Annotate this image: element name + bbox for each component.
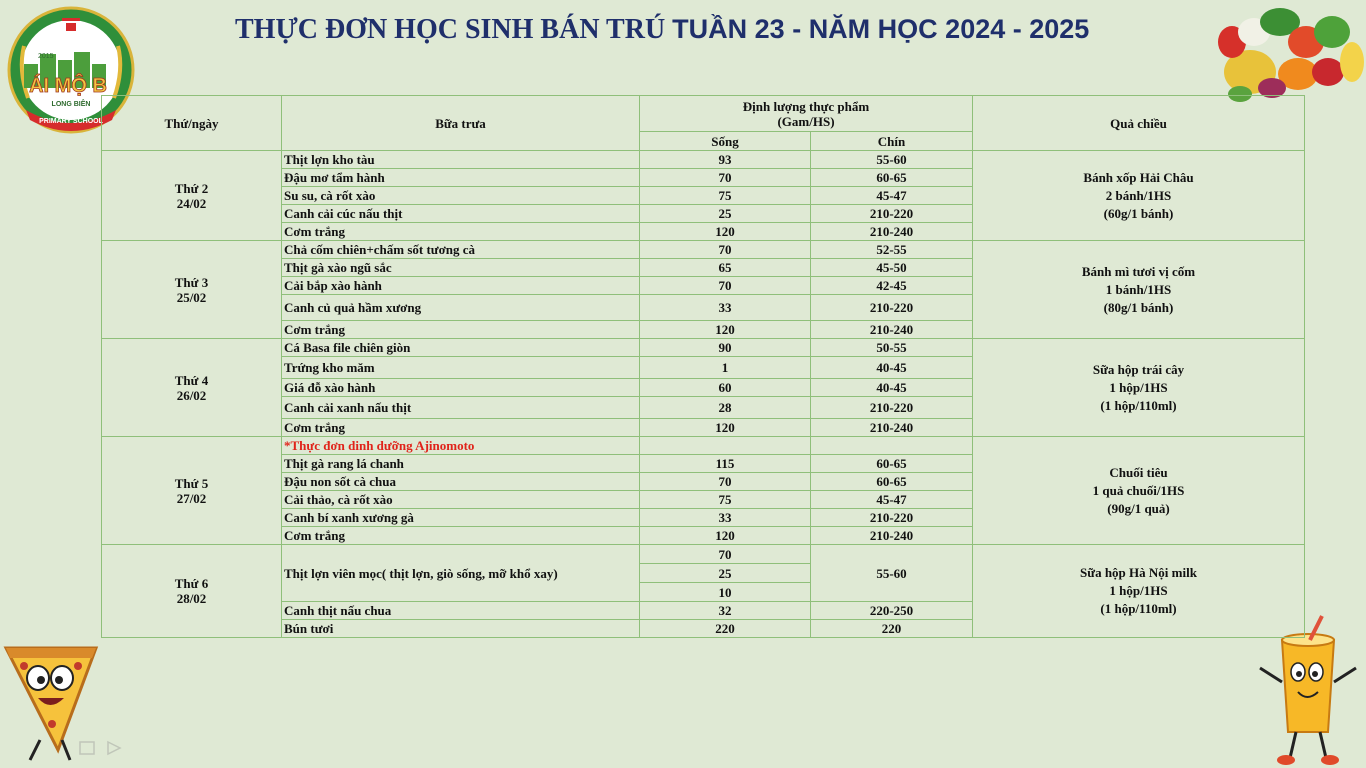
dish-name: Cá Basa file chiên giòn	[282, 339, 640, 357]
cooked-amount: 210-220	[811, 205, 973, 223]
snack-weight: (1 hộp/110ml)	[1100, 601, 1177, 616]
raw-amount	[640, 437, 811, 455]
cooked-amount: 55-60	[811, 151, 973, 169]
header-lunch: Bữa trưa	[282, 96, 640, 151]
day-name: Thứ 4	[174, 372, 209, 388]
snack-name: Sữa hộp trái cây	[1092, 361, 1185, 377]
cooked-amount: 210-240	[811, 419, 973, 437]
snack-portion: 2 bánh/1HS	[1105, 187, 1172, 203]
cooked-amount: 52-55	[811, 241, 973, 259]
dish-name: Canh củ quả hầm xương	[282, 295, 640, 321]
raw-amount: 33	[640, 295, 811, 321]
header-cooked: Chín	[811, 132, 973, 151]
dish-name: Thịt lợn kho tàu	[282, 151, 640, 169]
afternoon-snack-cell	[973, 339, 1305, 437]
cooked-amount: 60-65	[811, 169, 973, 187]
dish-name: Canh thịt nấu chua	[282, 602, 640, 620]
snack-weight: (60g/1 bánh)	[1103, 205, 1174, 221]
menu-table	[101, 95, 1305, 638]
header-raw: Sống	[640, 132, 811, 151]
snack-portion: 1 bánh/1HS	[1105, 281, 1172, 297]
day-name: Thứ 6	[174, 576, 209, 591]
day-cell	[102, 151, 282, 241]
slide-nav-arrows-icon[interactable]	[78, 738, 128, 758]
day-name: Thứ 3	[174, 274, 209, 290]
header-afternoon: Quả chiều	[973, 96, 1305, 151]
dish-name: Cơm trắng	[282, 321, 640, 339]
snack-portion: 1 hộp/1HS	[1109, 379, 1168, 395]
dish-name: Bún tươi	[282, 620, 640, 638]
day-name: Thứ 5	[174, 475, 209, 491]
raw-amount: 28	[640, 397, 811, 419]
afternoon-snack-cell	[973, 437, 1305, 545]
cooked-amount: 40-45	[811, 357, 973, 379]
header-quantity: Định lượng thực phẩm (Gam/HS)	[640, 96, 973, 132]
raw-amount: 75	[640, 187, 811, 205]
dish-name: Canh cải cúc nấu thịt	[282, 205, 640, 223]
raw-amount: 70	[640, 277, 811, 295]
day-date: 24/02	[176, 195, 207, 211]
raw-amount: 90	[640, 339, 811, 357]
dish-name: Đậu mơ tẩm hành	[282, 169, 640, 187]
raw-amount: 10	[640, 583, 811, 602]
cooked-amount: 210-240	[811, 223, 973, 241]
afternoon-snack-cell	[973, 241, 1305, 339]
dish-name: Canh cải xanh nấu thịt	[282, 397, 640, 419]
raw-amount: 60	[640, 379, 811, 397]
dish-name: Su su, cà rốt xào	[282, 187, 640, 205]
raw-amount: 115	[640, 455, 811, 473]
dish-name: Cơm trắng	[282, 223, 640, 241]
cooked-amount: 45-47	[811, 187, 973, 205]
cooked-amount: 210-220	[811, 509, 973, 527]
raw-amount: 32	[640, 602, 811, 620]
raw-amount: 65	[640, 259, 811, 277]
dish-name: Giá đỗ xào hành	[282, 379, 640, 397]
logo-district: LONG BIÊN	[51, 101, 91, 108]
day-cell	[102, 241, 282, 339]
raw-amount: 33	[640, 509, 811, 527]
cooked-amount: 210-240	[811, 527, 973, 545]
dish-name: Trứng kho măm	[282, 357, 640, 379]
day-date: 26/02	[176, 387, 207, 403]
page-title	[235, 14, 1089, 46]
raw-amount: 70	[640, 169, 811, 187]
cooked-amount: 210-220	[811, 397, 973, 419]
cooked-amount: 220-250	[811, 602, 973, 620]
day-cell	[102, 545, 282, 638]
raw-amount: 220	[640, 620, 811, 638]
menu-note: *Thực đơn dinh dưỡng Ajinomoto	[282, 437, 640, 455]
snack-name: Sữa hộp Hà Nội milk	[1080, 565, 1197, 580]
dish-name: Canh bí xanh xương gà	[282, 509, 640, 527]
dish-name: Cơm trắng	[282, 419, 640, 437]
day-cell	[102, 339, 282, 437]
dish-name: Thịt gà xào ngũ sắc	[282, 259, 640, 277]
cooked-amount: 45-50	[811, 259, 973, 277]
snack-name: Chuối tiêu	[1109, 464, 1168, 480]
cooked-amount: 40-45	[811, 379, 973, 397]
cooked-amount: 220	[811, 620, 973, 638]
raw-amount: 120	[640, 321, 811, 339]
table-row	[102, 545, 1305, 564]
dish-name: Thịt lợn viên mọc( thịt lợn, giò sống, mỡ khổ xay)	[282, 545, 640, 602]
raw-amount: 70	[640, 473, 811, 491]
table-row	[102, 437, 1305, 455]
snack-portion: 1 quả chuối/1HS	[1092, 482, 1185, 498]
title-part-2: TUẦN 23 - NĂM HỌC 2024 - 2025	[672, 14, 1090, 44]
cooked-amount: 55-60	[811, 545, 973, 602]
dish-name: Thịt gà rang lá chanh	[282, 455, 640, 473]
afternoon-snack-cell	[973, 151, 1305, 241]
logo-school-name: ÁI MỘ B	[29, 75, 107, 97]
logo-year: 2015	[38, 53, 54, 60]
day-date: 27/02	[176, 490, 207, 506]
cooked-amount: 42-45	[811, 277, 973, 295]
snack-weight: (80g/1 bánh)	[1103, 299, 1174, 315]
raw-amount: 75	[640, 491, 811, 509]
dish-name: Đậu non sốt cà chua	[282, 473, 640, 491]
snack-weight: (90g/1 quả)	[1107, 500, 1170, 516]
cooked-amount: 45-47	[811, 491, 973, 509]
raw-amount: 120	[640, 527, 811, 545]
raw-amount: 120	[640, 223, 811, 241]
raw-amount: 70	[640, 545, 811, 564]
raw-amount: 93	[640, 151, 811, 169]
dish-name: Cải thảo, cà rốt xào	[282, 491, 640, 509]
dish-name: Chả cốm chiên+chấm sốt tương cà	[282, 241, 640, 259]
raw-amount: 70	[640, 241, 811, 259]
day-date: 28/02	[176, 591, 207, 606]
snack-name: Bánh mì tươi vị cốm	[1081, 263, 1196, 279]
vegetables-illustration	[1210, 2, 1366, 106]
header-day: Thứ/ngày	[102, 96, 282, 151]
cooked-amount: 60-65	[811, 473, 973, 491]
table-row	[102, 241, 1305, 259]
day-name: Thứ 2	[174, 180, 209, 196]
logo-ribbon: PRIMARY SCHOOL	[39, 118, 103, 125]
raw-amount: 25	[640, 205, 811, 223]
raw-amount: 25	[640, 564, 811, 583]
cooked-amount: 210-220	[811, 295, 973, 321]
table-row	[102, 151, 1305, 169]
raw-amount: 1	[640, 357, 811, 379]
cooked-amount: 60-65	[811, 455, 973, 473]
dish-name: Cải bắp xào hành	[282, 277, 640, 295]
day-cell	[102, 437, 282, 545]
title-part-1: THỰC ĐƠN HỌC SINH BÁN TRÚ	[235, 14, 666, 45]
cooked-amount: 50-55	[811, 339, 973, 357]
cooked-amount: 210-240	[811, 321, 973, 339]
table-row	[102, 339, 1305, 357]
dish-name: Cơm trắng	[282, 527, 640, 545]
snack-weight: (1 hộp/110ml)	[1100, 397, 1177, 413]
snack-name: Bánh xốp Hải Châu	[1083, 169, 1194, 185]
raw-amount: 120	[640, 419, 811, 437]
cooked-amount	[811, 437, 973, 455]
snack-portion: 1 hộp/1HS	[1109, 583, 1168, 598]
afternoon-snack-cell	[973, 545, 1305, 638]
day-date: 25/02	[176, 289, 207, 305]
